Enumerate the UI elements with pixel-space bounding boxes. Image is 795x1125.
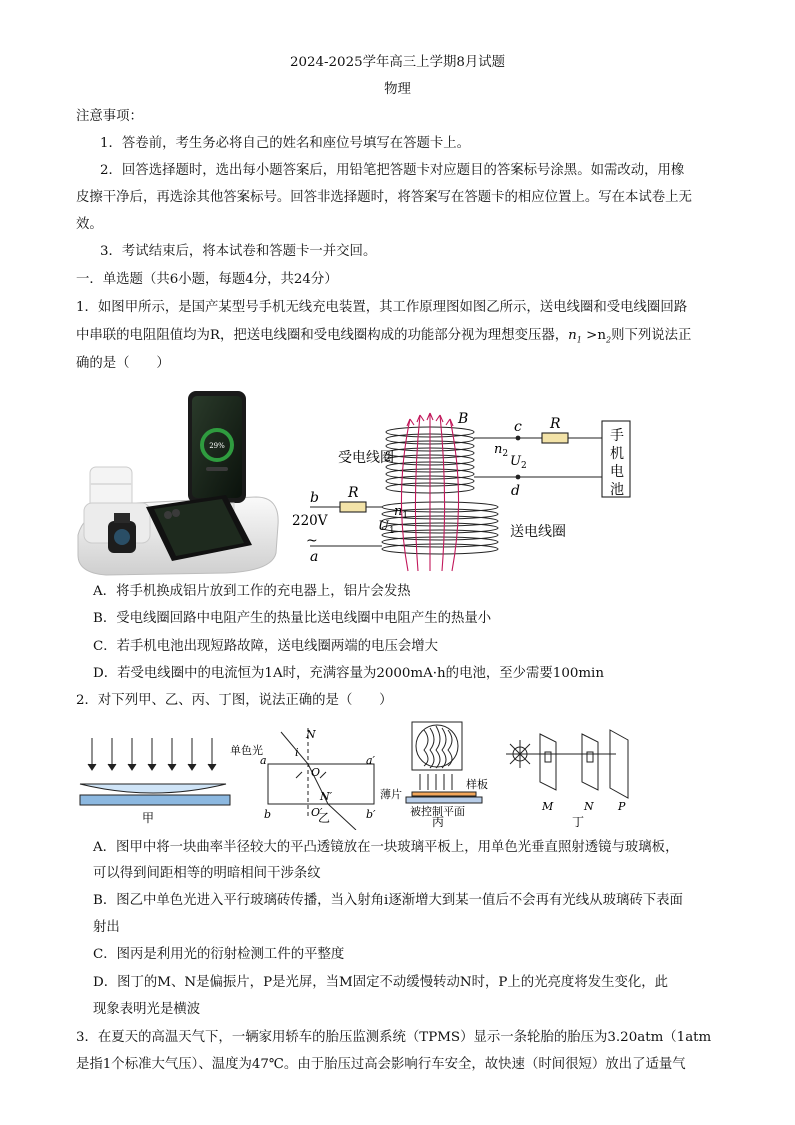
exam-subject: 物理 [384,82,411,97]
battery-char-1: 手 [610,428,624,444]
label-a: a [260,754,267,767]
label-c: c [514,419,522,435]
q2-figures [76,718,646,830]
label-n2: $n_2$ [494,442,509,459]
q1-stem-line-3: 确的是（ ） [76,356,170,371]
notice-item-1: 1．答卷前，考生务必将自己的姓名和座位号填写在答题卡上。 [100,136,471,151]
q2-option-b-line-1: B．图乙中单色光进入平行玻璃砖传播，当入射角i逐渐增大到某一值后不会再有光线从玻璃砖下表面 [93,893,683,908]
label-B: B [458,411,469,427]
label-yi: 乙 [318,811,331,825]
battery-char-3: 电 [610,464,624,480]
label-jia: 甲 [142,811,155,825]
label-b: b [264,808,272,821]
q1-option-d: D．若受电线圈中的电流恒为1A时，充满容量为2000mA·h的电池，至少需要100min [93,666,604,681]
q2-stem: 2．对下列甲、乙、丙、丁图，说法正确的是（ ） [76,693,393,708]
q2-option-a-line-2: 可以得到间距相等的明暗相间干涉条纹 [93,866,321,881]
q1-option-b: B．受电线圈回路中电阻产生的热量比送电线圈中电阻产生的热量小 [93,611,492,626]
label-incidence-i: i [295,746,299,759]
label-U2: $U_2$ [510,454,527,471]
q3-stem-line-1: 3．在夏天的高温天气下，一辆家用轿车的胎压监测系统（TPMS）显示一条轮胎的胎压为3.20atm（1atm [76,1030,712,1045]
q3-stem-line-2: 是指1个标准大气压）、温度为47℃。由于胎压过高会影响行车安全，故快速（时间很短）放出了适量气 [76,1057,686,1072]
q1-charger-photo [76,385,280,577]
q1-transformer-diagram [290,385,635,577]
label-M: M [542,800,554,813]
notice-item-2-line-2: 皮擦干净后，再选涂其他答案标号。回答非选择题时，将答案写在答题卡的相应位置上。写在本试卷上无 [76,190,692,205]
notice-item-2-line-1: 2．回答选择题时，选出每小题答案后，用铅笔把答题卡对应题目的答案标号涂黑。如需改动，用橡 [100,163,685,178]
label-O-prime: O′ [311,806,323,819]
label-sample-plate: 样板 [466,778,488,791]
label-controlled-plane: 被控制平面 [410,805,465,818]
notice-item-2-line-3: 效。 [76,217,103,232]
q1-stem-line-2b: 则下列说法正 [611,328,692,343]
q2-option-a-line-1: A．图甲中将一块曲率半径较大的平凸透镜放在一块玻璃平板上，用单色光垂直照射透镜与玻璃板， [93,840,679,855]
q1-condition: $n_1 >n_2$ [568,328,612,345]
label-R-secondary: R [550,416,561,432]
label-d: d [511,483,520,499]
notice-heading: 注意事项： [76,109,143,124]
q1-option-c: C．若手机电池出现短路故障，送电线圈两端的电压会增大 [93,639,439,654]
label-b: b [310,490,319,506]
label-a-prime: a′ [366,754,376,767]
exam-title: 2024-2025学年高三上学期8月试题 [289,55,506,70]
label-n1: $n_1$ [394,504,409,521]
fig-jia [80,738,230,805]
label-U1: $U_1$ [378,519,395,536]
q2-option-c: C．图丙是利用光的衍射检测工件的平整度 [93,947,345,962]
label-R-primary: R [348,485,359,501]
label-bing: 丙 [432,815,445,829]
label-send-coil: 送电线圈 [510,524,566,540]
label-thin-sheet: 薄片 [380,788,402,801]
q2-option-d-line-2: 现象表明光是横波 [93,1002,201,1017]
q1-option-a: A．将手机换成铝片放到工作的充电器上，铝片会发热 [93,584,411,599]
label-O: O [311,766,321,779]
battery-char-2: 机 [610,446,624,462]
q1-stem-line-2 [76,326,724,351]
label-b-prime: b′ [366,808,376,821]
label-N-polarizer: N [584,800,594,813]
notice-item-3: 3．考试结束后，将本试卷和答题卡一并交回。 [100,244,377,259]
q2-option-b-line-2: 射出 [93,920,120,935]
battery-char-4: 池 [610,482,624,498]
q1-stem-line-1: 1．如图甲所示，是国产某型号手机无线充电装置，其工作原理图如图乙所示，送电线圈和受电线圈回路 [76,300,688,315]
label-a: a [310,549,319,565]
label-mono-light: 单色光 [230,744,263,757]
label-P: P [618,800,626,813]
label-ding: 丁 [572,815,585,829]
label-N-top: N [306,728,316,741]
label-ac-symbol: ~ [306,533,318,549]
section-heading: 一．单选题（共6小题，每题4分，共24分） [76,272,338,287]
q1-stem-line-2a: 中串联的电阻阻值均为R，把送电线圈和受电线圈构成的功能部分视为理想变压器， [76,328,569,343]
label-receive-coil: 受电线圈 [338,450,394,466]
phone-battery-percent: 29% [209,442,225,450]
fig-ding [506,730,628,798]
q2-option-d-line-1: D．图丁的M、N是偏振片，P是光屏，当M固定不动缓慢转动N时，P上的光亮度将发生变化，此 [93,975,669,990]
label-220V: 220V [292,513,328,529]
label-N-prime: N′ [320,790,333,803]
